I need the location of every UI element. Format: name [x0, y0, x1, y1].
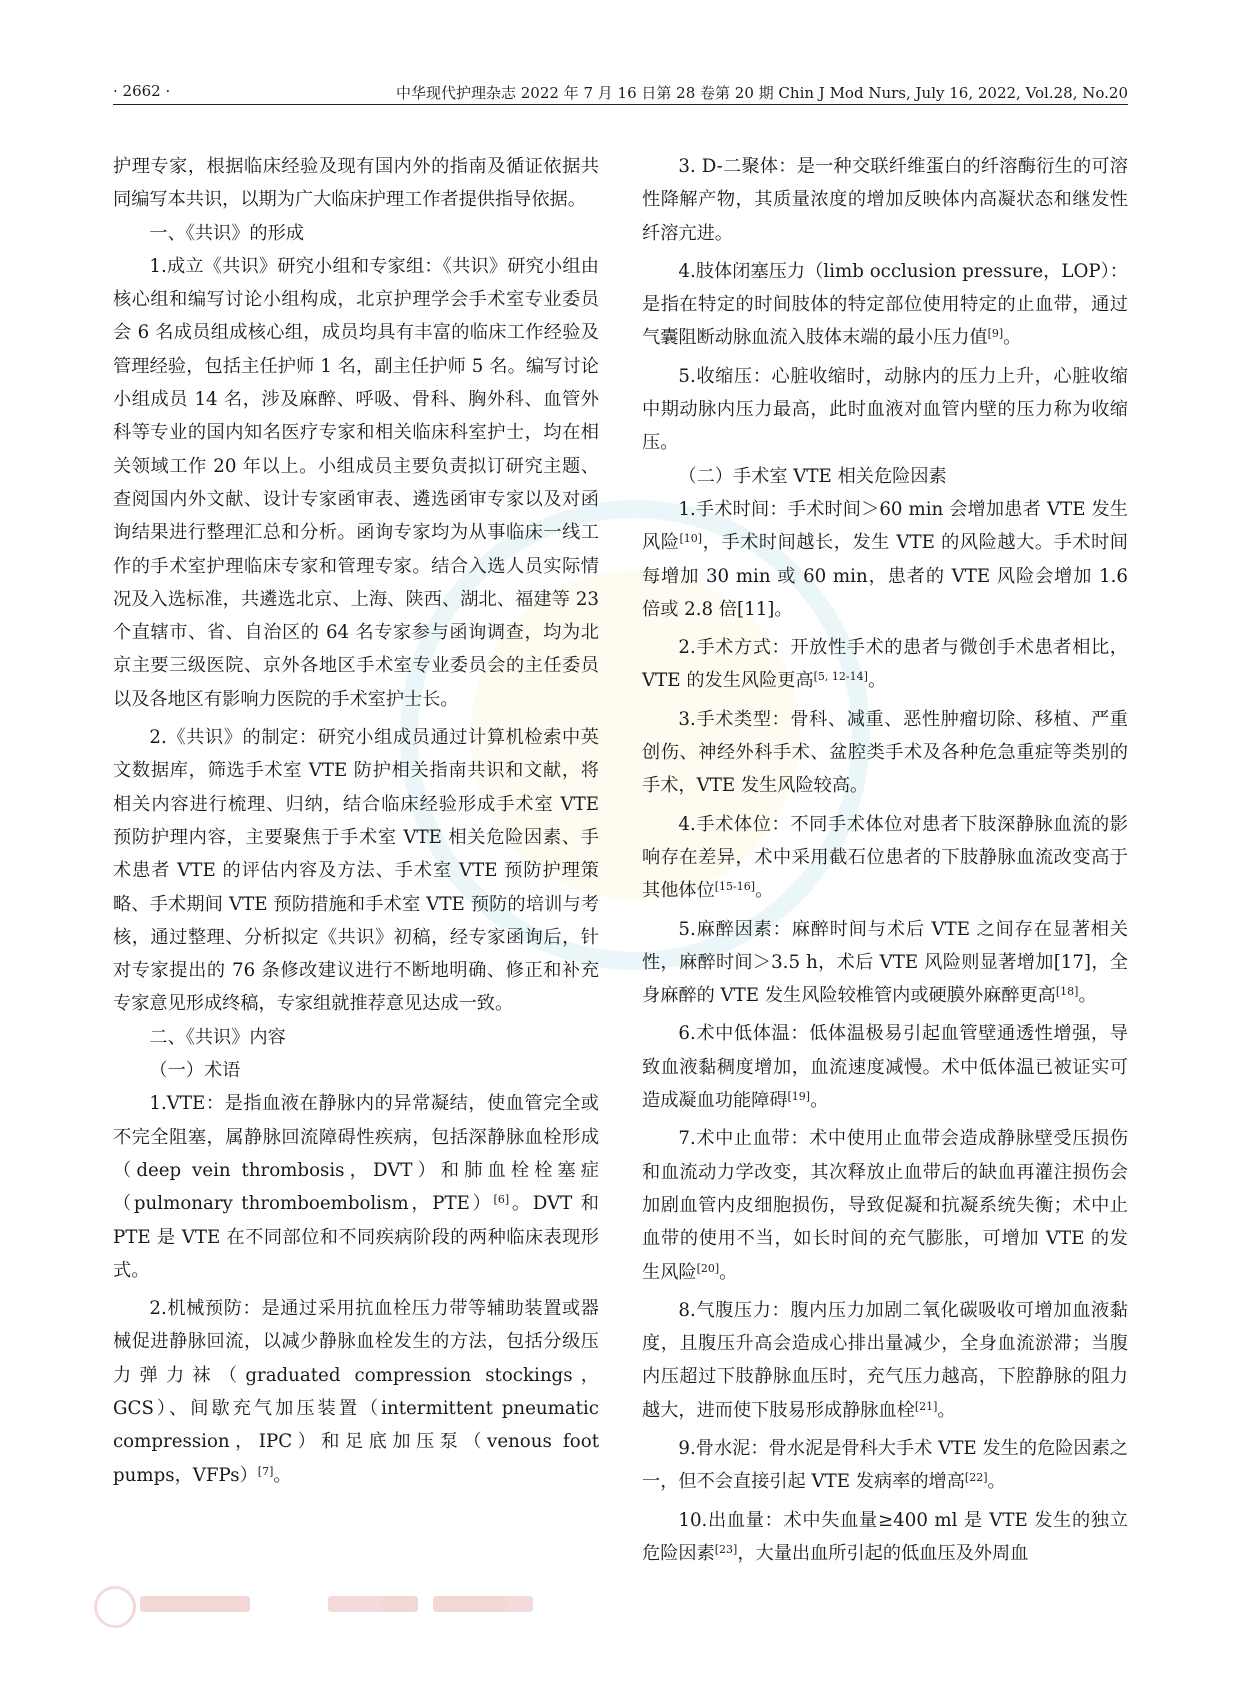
paragraph: [113, 1292, 599, 1492]
paragraph-text: （一）术语: [149, 1060, 241, 1082]
paragraph: [113, 1021, 599, 1054]
paragraph-text: 5.麻醉因素：麻醉时间与术后 VTE 之间存在显著相关性，麻醉时间＞3.5 h，术后 VTE 风险则显著增加[17]，全身麻醉的 VTE 发生风险较椎管内或硬膜外麻醉更高: [642, 918, 1128, 1007]
paragraph-text-tail: 。: [1078, 985, 1097, 1007]
paragraph-text: 1.手术时间：手术时间＞60 min 会增加患者 VTE 发生风险: [642, 498, 1128, 554]
publisher-seal-icon: [94, 1586, 136, 1628]
publisher-logo: [88, 1582, 568, 1628]
paragraph-text: 1.成立《共识》研究小组和专家组：《共识》研究小组由核心组和编写讨论小组构成，北京护理学会手术室专业委员会 6 名成员组成核心组，成员均具有丰富的临床工作经验及管理经验，包括主任护师 1 名，副主任护师 5 名。编写讨论小组成员 14 名，涉及麻醉、呼吸、骨科、胸外科、血管外科等专业的国内知名医疗专家和相关临床科室护士，均在相关领域工作 20 年以上。小组成员主要负责拟订研究主题、查阅国内外文献、设计专家函审表、遴选函审专家以及对函询结果进行整理汇总和分析。函询专家均为从事临床一线工作的手术室护理临床专家和管理专家。结合入选人员实际情况及入选标准，共遴选北京、上海、陕西、湖北、福建等 23 个直辖市、省、自治区的 64 名专家参与函询调查，均为北京主要三级医院、京外各地区手术室专业委员会的主任委员以及各地区有影响力医院的手术室护士长。: [113, 255, 599, 710]
paragraph: [642, 150, 1128, 250]
paragraph: [113, 721, 599, 1021]
paragraph: [642, 1294, 1128, 1427]
paragraph-text-tail: 。: [810, 1090, 829, 1112]
paragraph-text: 1.VTE：是指血液在静脉内的异常凝结，使血管完全或不完全阻塞，属静脉回流障碍性疾病，包括深静脉血栓形成（deep vein thrombosis，DVT）和肺血栓栓塞症（pulmonary thromboembolism，PTE）: [113, 1093, 599, 1215]
paragraph-text: 7.术中止血带：术中使用止血带会造成静脉壁受压损伤和血流动力学改变，其次释放止血带后的缺血再灌注损伤会加剧血管内皮细胞损伤，导致促凝和抗凝系统失衡；术中止血带的使用不当，如长时间的充气膨胀，可增加 VTE 的发生风险: [642, 1128, 1128, 1283]
paragraph-text: 二、《共识》内容: [149, 1026, 286, 1048]
paragraph: [642, 631, 1128, 698]
paragraph-text-tail: 。: [1003, 327, 1022, 349]
paragraph: [113, 217, 599, 250]
paragraph: [642, 913, 1128, 1013]
paragraph: [113, 250, 599, 716]
paragraph-text: 6.术中低体温：低体温极易引起血管壁通透性增强，导致血液黏稠度增加，血流速度减慢。术中低体温已被证实可造成凝血功能障碍: [642, 1023, 1128, 1112]
paragraph-text: 护理专家，根据临床经验及现有国内外的指南及循证依据共同编写本共识，以期为广大临床护理工作者提供指导依据。: [113, 156, 599, 211]
paragraph-text-tail: 。: [987, 1471, 1006, 1493]
left-column: [113, 150, 599, 1492]
paragraph: [642, 808, 1128, 908]
running-header: [113, 78, 1128, 105]
paragraph: [113, 150, 599, 217]
citation-reference: [15-16]: [714, 880, 756, 894]
logo-bar: [140, 1596, 250, 1612]
citation-reference: [18]: [1055, 985, 1079, 999]
page-number: · 2662 ·: [113, 82, 171, 100]
paragraph: [642, 493, 1128, 626]
citation-reference: [10]: [679, 532, 703, 546]
citation-reference: [20]: [696, 1261, 720, 1275]
paragraph: [642, 1017, 1128, 1117]
paragraph-text: 10.出血量：术中失血量≥400 ml 是 VTE 发生的独立危险因素: [642, 1509, 1128, 1564]
journal-citation: 中华现代护理杂志 2022 年 7 月 16 日第 28 卷第 20 期 Chin J Mod Nurs, July 16, 2022, Vol.28, No.20: [396, 84, 1128, 102]
paragraph: [642, 360, 1128, 460]
citation-reference: [23]: [714, 1542, 738, 1556]
paragraph: [642, 703, 1128, 803]
paragraph: [113, 1087, 599, 1287]
paragraph-text: 3.手术类型：骨科、减重、恶性肿瘤切除、移植、严重创伤、神经外科手术、盆腔类手术及各种危急重症等类别的手术，VTE 发生风险较高。: [642, 708, 1128, 797]
paragraph-text: 3. D-二聚体：是一种交联纤维蛋白的纤溶酶衍生的可溶性降解产物，其质量浓度的增加反映体内高凝状态和继发性纤溶亢进。: [642, 156, 1128, 244]
citation-reference: [5, 12-14]: [813, 670, 868, 684]
citation-reference: [7]: [257, 1464, 274, 1478]
citation-reference: [6]: [493, 1193, 510, 1207]
logo-bar: [328, 1596, 418, 1612]
paragraph: [642, 1122, 1128, 1288]
paragraph-text-tail: 。: [273, 1464, 292, 1486]
citation-reference: [9]: [987, 327, 1004, 341]
paragraph-text: （二）手术室 VTE 相关危险因素: [678, 465, 947, 487]
paragraph: [642, 1504, 1128, 1571]
paragraph: [642, 1432, 1128, 1499]
citation-reference: [22]: [964, 1471, 988, 1485]
paragraph-text-tail: 。: [755, 880, 774, 902]
paragraph-text: 5.收缩压：心脏收缩时，动脉内的压力上升，心脏收缩中期动脉内压力最高，此时血液对血管内壁的压力称为收缩压。: [642, 365, 1128, 454]
paragraph: [642, 255, 1128, 355]
paragraph: [642, 460, 1128, 493]
paragraph-text: 4.肢体闭塞压力（limb occlusion pressure，LOP）：是指在特定的时间肢体的特定部位使用特定的止血带，通过气囊阻断动脉血流入肢体末端的最小压力值: [642, 260, 1128, 349]
paragraph-text-tail: 。: [867, 670, 887, 692]
paragraph-text: 4.手术体位：不同手术体位对患者下肢深静脉血流的影响存在差异，术中采用截石位患者的下肢静脉血流改变高于其他体位: [642, 813, 1128, 902]
logo-bar: [433, 1596, 533, 1612]
paragraph-text-tail: 。DVT 和 PTE 是 VTE 在不同部位和不同疾病阶段的两种临床表现形式。: [113, 1193, 599, 1281]
paragraph-text: 2.手术方式：开放性手术的患者与微创手术患者相比，VTE 的发生风险更高: [642, 637, 1128, 692]
paragraph-text: 9.骨水泥：骨水泥是骨科大手术 VTE 发生的危险因素之一，但不会直接引起 VTE 发病率的增高: [642, 1437, 1128, 1493]
paragraph-text: 一、《共识》的形成: [149, 222, 304, 244]
paragraph-text: 8.气腹压力：腹内压力加剧二氧化碳吸收可增加血液黏度，且腹压升高会造成心排出量减少，全身血流淤滞；当腹内压超过下肢静脉血压时，充气压力越高，下腔静脉的阻力越大，进而使下肢易形成静脉血栓: [642, 1299, 1128, 1421]
right-column: [642, 150, 1128, 1570]
paragraph: [113, 1054, 599, 1087]
citation-reference: [19]: [787, 1090, 811, 1104]
paragraph-text-tail: 。: [719, 1261, 738, 1283]
paragraph-text: 2.《共识》的制定：研究小组成员通过计算机检索中英文数据库，筛选手术室 VTE 防护相关指南共识和文献，将相关内容进行梳理、归纳，结合临床经验形成手术室 VTE 预防护理内容，主要聚焦于手术室 VTE 相关危险因素、手术患者 VTE 的评估内容及方法、手术室 VTE 预防护理策略、手术期间 VTE 预防措施和手术室 VTE 预防的培训与考核，通过整理、分析拟定《共识》初稿，经专家函询后，针对专家提出的 76 条修改建议进行不断地明确、修正和补充专家意见形成终稿，专家组就推荐意见达成一致。: [113, 727, 599, 1015]
citation-reference: [21]: [914, 1399, 938, 1413]
paragraph-text-tail: ，手术时间越长，发生 VTE 的风险越大。手术时间每增加 30 min 或 60 min，患者的 VTE 风险会增加 1.6 倍或 2.8 倍[11]。: [642, 532, 1128, 620]
paragraph-text: 2.机械预防：是通过采用抗血栓压力带等辅助装置或器械促进静脉回流，以减少静脉血栓发生的方法，包括分级压力弹力袜（graduated compression stockings，GCS）、间歇充气加压装置（intermittent pneumatic compression，IPC）和足底加压泵（venous foot pumps，VFPs）: [113, 1298, 599, 1486]
paragraph-text-tail: ，大量出血所引起的低血压及外周血: [737, 1542, 1029, 1564]
paragraph-text-tail: 。: [937, 1399, 956, 1421]
